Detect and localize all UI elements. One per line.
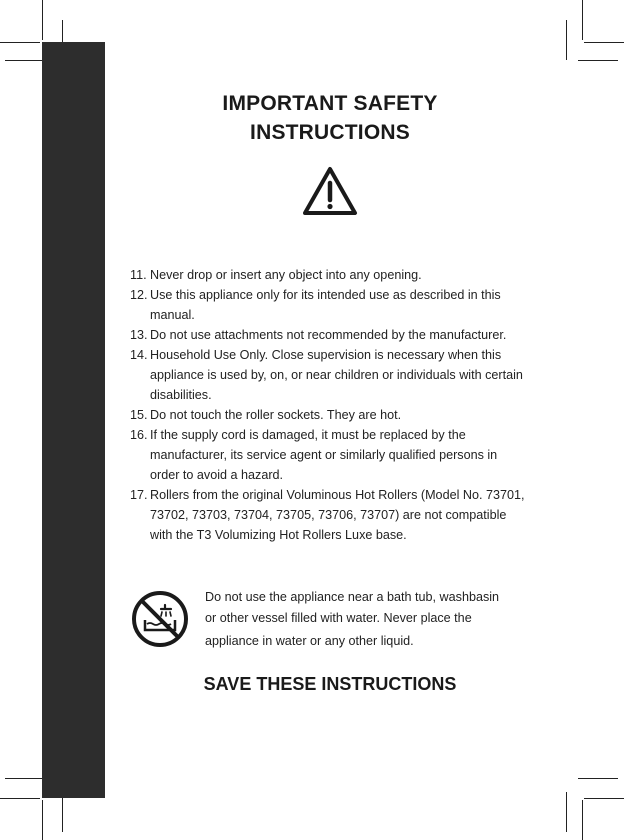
list-item	[130, 265, 530, 285]
crop-mark	[62, 792, 63, 832]
save-instructions-footer: SAVE THESE INSTRUCTIONS	[203, 674, 457, 694]
crop-mark	[566, 792, 567, 832]
item-text: Rollers from the original Voluminous Hot Rollers (Model No. 73701, 73702, 73703, 73704, 73705, 73706, 73707) are not compatible with the T3 Volumizing Hot Rollers Luxe base.	[150, 488, 525, 542]
crop-mark	[584, 42, 624, 43]
notice-line-3: appliance in water or any other liquid.	[205, 634, 414, 648]
crop-mark	[566, 20, 567, 60]
page-sidebar-bar	[42, 42, 105, 798]
crop-mark	[578, 60, 618, 61]
list-item	[130, 325, 530, 345]
no-water-icon	[131, 590, 189, 648]
crop-mark	[42, 800, 43, 840]
crop-mark	[582, 800, 583, 840]
item-number: 12.	[130, 288, 148, 302]
crop-mark	[5, 60, 45, 61]
item-number: 17.	[130, 488, 148, 502]
item-text: If the supply cord is damaged, it must be replaced by the manufacturer, its service agent or similarly qualified persons in order to avoid a hazard.	[150, 428, 498, 482]
crop-mark	[0, 798, 40, 799]
list-item	[130, 285, 530, 325]
item-text: Never drop or insert any object into any opening.	[150, 268, 422, 282]
item-number: 15.	[130, 408, 148, 422]
item-number: 14.	[130, 348, 148, 362]
crop-mark	[582, 0, 583, 40]
notice-line-2: or other vessel filled with water. Never place the	[205, 611, 472, 625]
title-line-1: IMPORTANT SAFETY	[222, 92, 438, 115]
item-text: Household Use Only. Close supervision is necessary when this appliance is used by, on, or near children or individuals with certain disabilities.	[150, 348, 523, 402]
item-text: Use this appliance only for its intended use as described in this manual.	[150, 288, 501, 322]
notice-line-1: Do not use the appliance near a bath tub, washbasin	[205, 590, 500, 604]
crop-mark	[42, 0, 43, 40]
crop-mark	[584, 798, 624, 799]
page-title	[105, 89, 555, 147]
crop-mark	[0, 42, 40, 43]
list-item	[130, 425, 530, 485]
list-item	[130, 405, 530, 425]
crop-mark	[578, 778, 618, 779]
item-number: 11.	[130, 268, 147, 282]
item-number: 13.	[130, 328, 148, 342]
instruction-list	[130, 265, 530, 545]
water-warning-notice	[205, 587, 535, 652]
warning-triangle-icon	[302, 166, 358, 216]
item-text: Do not touch the roller sockets. They are hot.	[150, 408, 402, 422]
list-item	[130, 345, 530, 405]
title-line-2: INSTRUCTIONS	[250, 121, 410, 144]
crop-mark	[5, 778, 45, 779]
item-text: Do not use attachments not recommended by the manufacturer.	[150, 328, 507, 342]
list-item	[130, 485, 530, 545]
item-number: 16.	[130, 428, 148, 442]
